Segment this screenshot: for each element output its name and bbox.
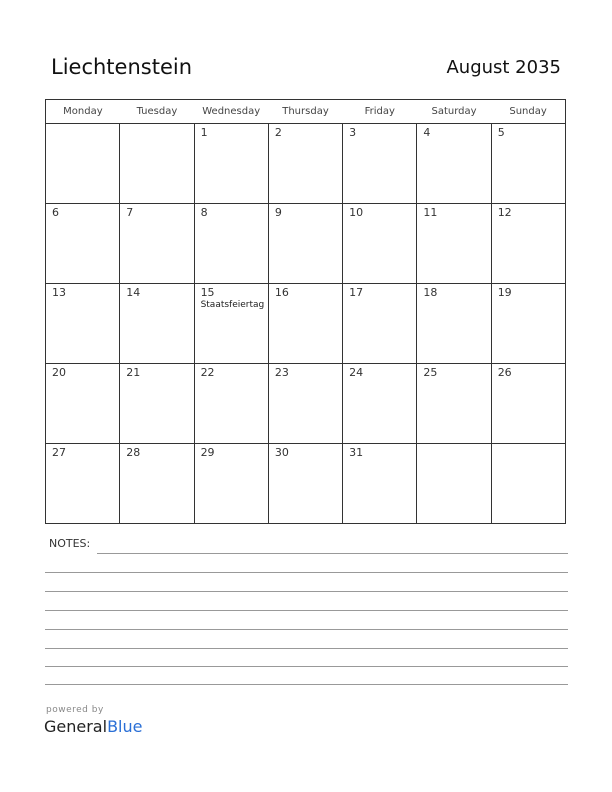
weekday-header: Saturday xyxy=(417,100,491,124)
day-number: 5 xyxy=(497,126,505,139)
day-cell xyxy=(268,124,342,204)
day-cell xyxy=(343,444,417,524)
day-number: 10 xyxy=(349,206,364,219)
weekday-header: Friday xyxy=(343,100,417,124)
day-cell xyxy=(343,364,417,444)
day-number: 30 xyxy=(274,446,289,459)
day-cell xyxy=(491,204,565,284)
day-cell xyxy=(268,284,342,364)
day-cell xyxy=(120,204,194,284)
day-cell xyxy=(343,124,417,204)
notes-line xyxy=(97,553,568,554)
generalblue-logo xyxy=(44,717,142,736)
notes-line xyxy=(45,684,568,685)
day-number: 12 xyxy=(497,206,512,219)
week-row xyxy=(46,284,566,364)
calendar-grid xyxy=(45,99,566,524)
notes-line xyxy=(45,629,568,630)
notes-line xyxy=(45,648,568,649)
day-number: 3 xyxy=(349,126,357,139)
day-number: 22 xyxy=(200,366,215,379)
day-cell xyxy=(46,284,120,364)
day-cell xyxy=(491,124,565,204)
day-number: 9 xyxy=(274,206,282,219)
day-number: 31 xyxy=(349,446,364,459)
day-cell xyxy=(194,124,268,204)
week-row xyxy=(46,204,566,284)
day-number: 19 xyxy=(497,286,512,299)
day-cell xyxy=(417,444,491,524)
holiday-label: Staatsfeiertag xyxy=(200,300,265,310)
day-cell xyxy=(417,364,491,444)
day-cell xyxy=(343,284,417,364)
day-cell xyxy=(343,204,417,284)
notes-label: NOTES: xyxy=(49,537,91,550)
day-cell xyxy=(491,364,565,444)
day-number: 7 xyxy=(126,206,134,219)
day-number: 4 xyxy=(423,126,431,139)
notes-line xyxy=(45,610,568,611)
day-cell xyxy=(268,204,342,284)
day-cell xyxy=(120,444,194,524)
day-cell xyxy=(417,284,491,364)
weekday-header: Sunday xyxy=(491,100,565,124)
day-cell xyxy=(194,284,268,364)
day-cell xyxy=(491,284,565,364)
day-cell xyxy=(46,444,120,524)
day-cell xyxy=(120,284,194,364)
week-row xyxy=(46,124,566,204)
weekday-header-row xyxy=(46,100,566,124)
day-number: 15 xyxy=(200,286,215,299)
day-number: 25 xyxy=(423,366,438,379)
day-number: 13 xyxy=(52,286,66,299)
day-cell xyxy=(194,364,268,444)
notes-line xyxy=(45,666,568,667)
day-cell xyxy=(268,444,342,524)
day-number: 8 xyxy=(200,206,208,219)
day-cell xyxy=(417,124,491,204)
brand-blue-text: Blue xyxy=(107,717,143,736)
day-number: 28 xyxy=(126,446,141,459)
day-number: 29 xyxy=(200,446,215,459)
week-row xyxy=(46,444,566,524)
day-cell xyxy=(46,204,120,284)
powered-by-text: powered by xyxy=(46,705,104,715)
day-number: 2 xyxy=(274,126,282,139)
day-number: 14 xyxy=(126,286,141,299)
week-row xyxy=(46,364,566,444)
day-number: 17 xyxy=(349,286,364,299)
weekday-header: Monday xyxy=(46,100,120,124)
day-cell xyxy=(268,364,342,444)
notes-line xyxy=(45,591,568,592)
day-number: 1 xyxy=(200,126,208,139)
day-number: 27 xyxy=(52,446,66,459)
weekday-header: Wednesday xyxy=(194,100,268,124)
day-number: 24 xyxy=(349,366,364,379)
day-cell xyxy=(491,444,565,524)
day-number: 26 xyxy=(497,366,512,379)
calendar-month-title: August 2035 xyxy=(446,57,561,78)
day-cell xyxy=(194,444,268,524)
day-number: 18 xyxy=(423,286,438,299)
weekday-header: Tuesday xyxy=(120,100,194,124)
day-cell xyxy=(46,364,120,444)
day-number: 16 xyxy=(274,286,289,299)
day-cell xyxy=(46,124,120,204)
day-number: 20 xyxy=(52,366,66,379)
day-cell xyxy=(120,364,194,444)
day-cell xyxy=(194,204,268,284)
day-number: 6 xyxy=(52,206,59,219)
day-cell xyxy=(417,204,491,284)
day-number: 23 xyxy=(274,366,289,379)
day-cell xyxy=(120,124,194,204)
weekday-header: Thursday xyxy=(268,100,342,124)
calendar-country-title: Liechtenstein xyxy=(51,55,193,79)
day-number: 21 xyxy=(126,366,141,379)
brand-general-text: General xyxy=(44,717,108,736)
notes-line xyxy=(45,572,568,573)
day-number: 11 xyxy=(423,206,438,219)
